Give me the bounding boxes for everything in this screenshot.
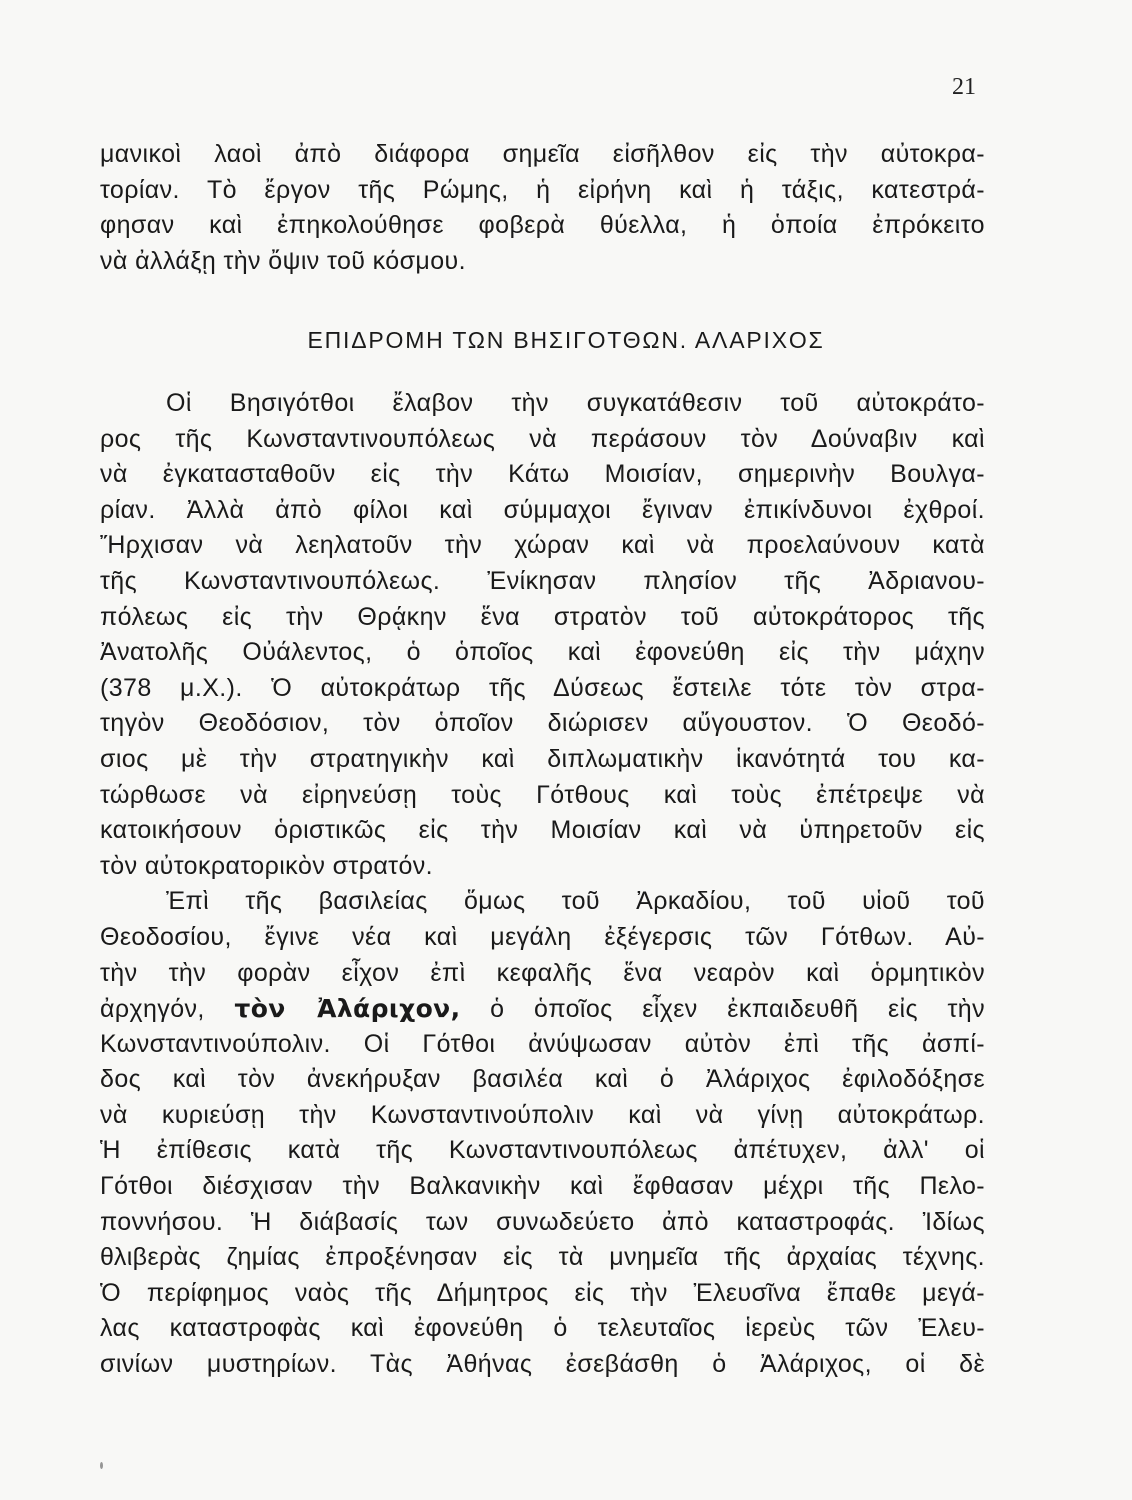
- emphasized-name: τὸν Ἀλάριχον,: [234, 994, 461, 1024]
- text-line: μανικοὶ λαοὶ ἀπὸ διάφορα σημεῖα εἰσῆλθον εἰς τὴν αὐτοκρα-: [100, 140, 985, 168]
- body-text: [100, 386, 985, 1383]
- page-number: 21: [952, 74, 976, 100]
- text-line: τώρθωσε νὰ εἰρηνεύσῃ τοὺς Γότθους καὶ τοὺς ἐπέτρεψε νὰ: [100, 780, 985, 809]
- text-line: δος καὶ τὸν ἀνεκήρυξαν βασιλέα καὶ ὁ Ἀλάριχος ἐφιλοδόξησε: [100, 1065, 985, 1094]
- text-line: Ὁ περίφημος ναὸς τῆς Δήμητρος εἰς τὴν Ἐλευσῖνα ἔπαθε μεγά-: [100, 1278, 985, 1307]
- text-line: ρίαν. Ἀλλὰ ἀπὸ φίλοι καὶ σύμμαχοι ἔγιναν ἐπικίνδυνοι ἐχθροί.: [100, 495, 985, 524]
- text-line: νὰ ἐγκατασταθοῦν εἰς τὴν Κάτω Μοισίαν, σημερινὴν Βουλγα-: [100, 460, 985, 489]
- text-line: Κωνσταντινούπολιν. Οἱ Γότθοι ἀνύψωσαν αὐτὸν ἐπὶ τῆς ἀσπί-: [100, 1029, 985, 1058]
- text-line: τὸν αὐτοκρατορικὸν στρατόν.: [100, 851, 434, 880]
- text-line-with-name: [100, 991, 985, 1027]
- text-segment: ὁ ὁποῖος εἶχεν ἐκπαιδευθῆ εἰς τὴν: [490, 995, 985, 1024]
- text-line: τορίαν. Τὸ ἔργον τῆς Ρώμης, ἡ εἰρήνη καὶ ἡ τάξις, κατεστρά-: [100, 175, 985, 204]
- text-line: κατοικήσουν ὁριστικῶς εἰς τὴν Μοισίαν καὶ νὰ ὑπηρετοῦν εἰς: [100, 816, 985, 845]
- text-line: τηγὸν Θεοδόσιον, τὸν ὁποῖον διώρισεν αὔγουστον. Ὁ Θεοδό-: [100, 709, 985, 738]
- text-line: σιος μὲ τὴν στρατηγικὴν καὶ διπλωματικὴν ἱκανότητά του κα-: [100, 744, 985, 773]
- text-line: Θεοδοσίου, ἔγινε νέα καὶ μεγάλη ἐξέγερσις τῶν Γότθων. Αὐ-: [100, 922, 985, 951]
- text-line: ρος τῆς Κωνσταντινουπόλεως νὰ περάσουν τὸν Δούναβιν καὶ: [100, 424, 985, 453]
- text-line: νὰ κυριεύσῃ τὴν Κωνσταντινούπολιν καὶ νὰ γίνῃ αὐτοκράτωρ.: [100, 1100, 985, 1129]
- text-line: σινίων μυστηρίων. Τὰς Ἀθήνας ἐσεβάσθη ὁ Ἀλάριχος, οἱ δὲ: [100, 1350, 985, 1379]
- text-line: Ἐπὶ τῆς βασιλείας ὅμως τοῦ Ἀρκαδίου, τοῦ υἱοῦ τοῦ: [166, 887, 985, 916]
- section-heading: ΕΠΙΔΡΟΜΗ ΤΩΝ ΒΗΣΙΓΟΤΘΩΝ. ΑΛΑΡΙΧΟΣ: [307, 327, 825, 353]
- text-line: Γότθοι διέσχισαν τὴν Βαλκανικὴν καὶ ἔφθασαν μέχρι τῆς Πελο-: [100, 1172, 985, 1201]
- text-line: ποννήσου. Ἡ διάβασίς των συνωδεύετο ἀπὸ καταστροφάς. Ἰδίως: [100, 1207, 985, 1236]
- text-line: (378 μ.Χ.). Ὁ αὐτοκράτωρ τῆς Δύσεως ἔστειλε τότε τὸν στρα-: [100, 673, 985, 702]
- text-line: πόλεως εἰς τὴν Θρᾴκην ἕνα στρατὸν τοῦ αὐτοκράτορος τῆς: [100, 602, 985, 631]
- text-line: φησαν καὶ ἐπηκολούθησε φοβερὰ θύελλα, ἡ ὁποία ἐπρόκειτο: [100, 211, 985, 240]
- text-line: νὰ ἀλλάξῃ τὴν ὄψιν τοῦ κόσμου.: [100, 246, 466, 275]
- text-segment: ἀρχηγόν,: [100, 995, 205, 1024]
- text-line: Ἡ ἐπίθεσις κατὰ τῆς Κωνσταντινουπόλεως ἀπέτυχεν, ἀλλ' οἱ: [100, 1136, 985, 1165]
- text-line: θλιβερὰς ζημίας ἐπροξένησαν εἰς τὰ μνημεῖα τῆς ἀρχαίας τέχνης.: [100, 1243, 985, 1272]
- text-line: Ἤρχισαν νὰ λεηλατοῦν τὴν χώραν καὶ νὰ προελαύνουν κατὰ: [100, 531, 985, 560]
- text-line: τῆς Κωνσταντινουπόλεως. Ἐνίκησαν πλησίον τῆς Ἀδριανου-: [100, 566, 985, 595]
- intro-paragraph: [100, 137, 985, 279]
- paper-speck: [100, 1462, 103, 1469]
- text-line: Ἀνατολῆς Οὐάλεντος, ὁ ὁποῖος καὶ ἐφονεύθη εἰς τὴν μάχην: [100, 638, 985, 667]
- text-line: τὴν τὴν φορὰν εἶχον ἐπὶ κεφαλῆς ἕνα νεαρὸν καὶ ὁρμητικὸν: [100, 958, 985, 987]
- text-line: Οἱ Βησιγότθοι ἔλαβον τὴν συγκατάθεσιν τοῦ αὐτοκράτο-: [166, 389, 985, 417]
- text-line: λας καταστροφὰς καὶ ἐφονεύθη ὁ τελευταῖος ἱερεὺς τῶν Ἐλευ-: [100, 1314, 985, 1343]
